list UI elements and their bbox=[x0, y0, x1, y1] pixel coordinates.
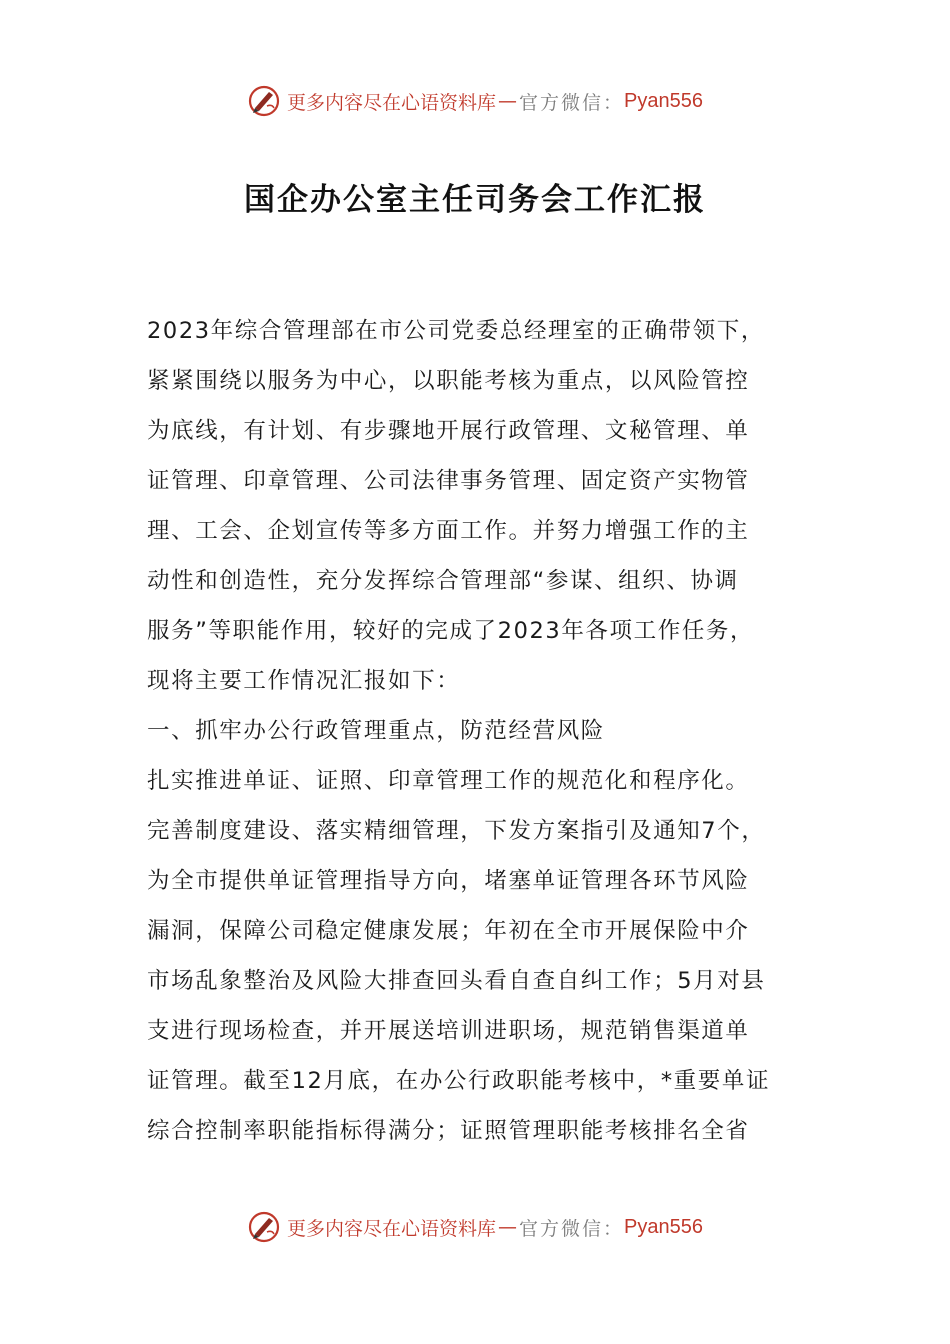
watermark-text bbox=[287, 88, 703, 115]
pen-circle-logo-icon bbox=[247, 1210, 281, 1244]
watermark-dash: — bbox=[498, 1216, 518, 1238]
body-line: 漏洞，保障公司稳定健康发展；年初在全市开展保险中介 bbox=[147, 918, 750, 944]
watermark-main-text: 更多内容尽在心语资料库 bbox=[287, 1217, 497, 1240]
body-line: 为底线，有计划、有步骤地开展行政管理、文秘管理、单 bbox=[147, 418, 750, 444]
document-title: 国企办公室主任司务会工作汇报 bbox=[244, 182, 706, 218]
watermark-wechat-label: 官方微信： bbox=[519, 91, 625, 114]
section-heading: 一、抓牢办公行政管理重点，防范经营风险 bbox=[147, 718, 605, 744]
body-line: 扎实推进单证、证照、印章管理工作的规范化和程序化。 bbox=[147, 768, 750, 794]
body-line: 支进行现场检查，并开展送培训进职场，规范销售渠道单 bbox=[147, 1018, 750, 1044]
body-line: 市场乱象整治及风险大排查回头看自查自纠工作；5月对县 bbox=[147, 968, 766, 994]
watermark-banner-bottom bbox=[0, 1210, 950, 1244]
document-body bbox=[147, 306, 807, 1156]
body-line: 证管理。截至12月底，在办公行政职能考核中，*重要单证 bbox=[147, 1068, 771, 1094]
watermark-wechat-id: Pyan556 bbox=[624, 89, 703, 112]
body-line: 完善制度建设、落实精细管理，下发方案指引及通知7个， bbox=[147, 818, 766, 844]
body-line: 现将主要工作情况汇报如下： bbox=[147, 668, 461, 694]
body-line: 2023年综合管理部在市公司党委总经理室的正确带领下， bbox=[147, 318, 765, 344]
watermark-dash: — bbox=[498, 90, 518, 112]
watermark-text bbox=[287, 1214, 703, 1241]
body-line: 为全市提供单证管理指导方向，堵塞单证管理各环节风险 bbox=[147, 868, 750, 894]
body-line: 动性和创造性，充分发挥综合管理部“参谋、组织、协调 bbox=[147, 568, 739, 594]
body-line: 证管理、印章管理、公司法律事务管理、固定资产实物管 bbox=[147, 468, 750, 494]
pen-circle-logo-icon bbox=[247, 84, 281, 118]
body-line: 服务”等职能作用，较好的完成了2023年各项工作任务， bbox=[147, 618, 755, 644]
body-line: 理、工会、企划宣传等多方面工作。并努力增强工作的主 bbox=[147, 518, 750, 544]
watermark-wechat-id: Pyan556 bbox=[624, 1215, 703, 1238]
watermark-wechat-label: 官方微信： bbox=[519, 1217, 625, 1240]
watermark-banner-top bbox=[0, 84, 950, 118]
body-line: 紧紧围绕以服务为中心，以职能考核为重点，以风险管控 bbox=[147, 368, 750, 394]
body-line: 综合控制率职能指标得满分；证照管理职能考核排名全省 bbox=[147, 1118, 750, 1144]
watermark-main-text: 更多内容尽在心语资料库 bbox=[287, 91, 497, 114]
